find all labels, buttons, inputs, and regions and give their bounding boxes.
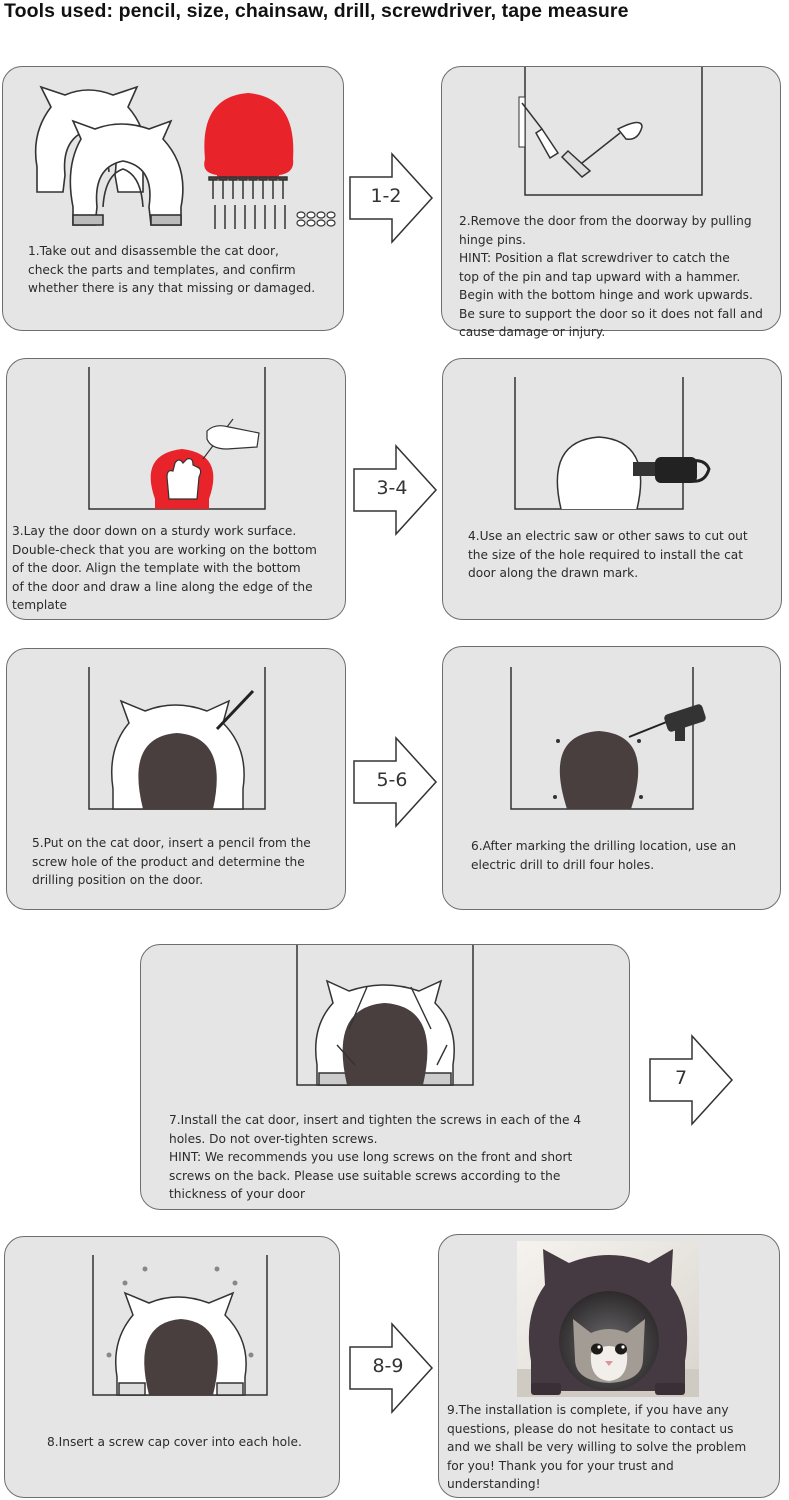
door-hole [138, 733, 216, 809]
cat-photo [517, 1241, 699, 1397]
step-6-text: 6.After marking the drilling location, use an electric drill to drill four holes. [471, 839, 737, 872]
step-5-panel [6, 648, 346, 910]
step-3-panel [6, 358, 346, 620]
arrow-label: 7 [674, 1067, 688, 1089]
screw-caps-icon [297, 212, 335, 226]
step-7-text: 7.Install the cat door, insert and tighten the screws in each of the 4 holes. Do not over-tighten screws. HINT: We recommends you use long screws on the front and short screws on the back. Please use suitable screws according to the thickness of your door [169, 1113, 582, 1201]
screwdriver-icon [522, 103, 558, 158]
step-8-panel [4, 1236, 340, 1498]
step-2-panel [441, 66, 781, 339]
step-4-panel [442, 358, 782, 620]
arrow-5-6 [352, 736, 438, 828]
arrow-label: 8-9 [372, 1355, 404, 1377]
hammer-icon [562, 122, 642, 177]
tools-header: Tools used: pencil, size, chainsaw, drill, screwdriver, tape measure [4, 0, 629, 22]
step-4-text: 4.Use an electric saw or other saws to cut out the size of the hole required to install the cat door along the drawn mark. [468, 529, 748, 580]
arrow-1-2 [348, 152, 434, 244]
step-9-text: 9.The installation is complete, if you have any questions, please do not hesitate to contact us and we shall be very willing to solve the problem for you! Thank you for your trust and understanding! [447, 1403, 747, 1491]
step-1-text: 1.Take out and disassemble the cat door, check the parts and templates, and confirm whether there is any that missing or damaged. [28, 244, 316, 295]
step-9-panel [438, 1234, 780, 1498]
arrow-8-9 [348, 1322, 434, 1414]
step-8-text: 8.Insert a screw cap cover into each hole. [47, 1435, 302, 1449]
red-template-icon [204, 93, 293, 179]
chainsaw-icon [633, 457, 709, 483]
step-5-text: 5.Put on the cat door, insert a pencil from the screw hole of the product and determine the drilling position on the door. [32, 836, 311, 887]
door-hole [144, 1319, 218, 1395]
screws-icon [209, 177, 287, 229]
step-3-text: 3.Lay the door down on a sturdy work surface. Double-check that you are working on the bottom of the door. Align the template with the bottom of the door and draw a line along the edge of the template [12, 524, 317, 612]
drill-icon [629, 703, 707, 741]
door-hole [560, 731, 638, 809]
step-7-panel [140, 944, 630, 1210]
arrow-label: 5-6 [376, 769, 408, 791]
arrow-7 [648, 1034, 734, 1126]
step-2-text: 2.Remove the door from the doorway by pulling hinge pins. HINT: Position a flat screwdriver to catch the top of the pin and tap upward with a hammer. Begin with the bottom hinge and work upwards. Be sure to support the door so it does not fall and cause damage or injury. [459, 214, 763, 339]
arrow-3-4 [352, 444, 438, 536]
step-6-panel [442, 646, 781, 910]
step-1-panel [2, 66, 344, 331]
arrow-label: 1-2 [370, 185, 402, 207]
caps-illustration [5, 1237, 341, 1499]
pencil-hand-icon [203, 419, 259, 459]
arrow-label: 3-4 [376, 477, 408, 499]
